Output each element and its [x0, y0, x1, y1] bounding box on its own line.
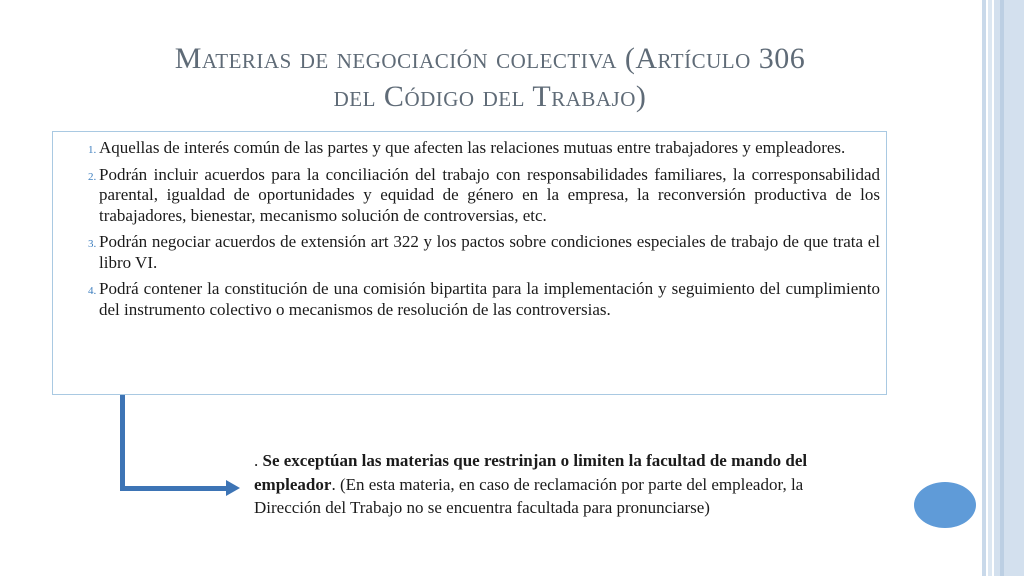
connector-arrow-line [120, 395, 125, 490]
list-item: 2. Podrán incluir acuerdos para la conciliación del trabajo con responsabilidades familiares, la corresponsabilidad parental, igualdad de oportunidades y equidad de género en la empresa, la reconversión productiva de los trabajadores, bienestar, mecanismo solución de controversias, etc. [99, 165, 880, 227]
exception-note [254, 449, 834, 520]
decorative-stripe [988, 0, 992, 576]
content-box [52, 131, 887, 395]
slide-title-line2: del Código del Trabajo) [333, 80, 647, 113]
list-item: 4. Podrá contener la constitución de una comisión bipartita para la implementación y seguimiento del cumplimiento del instrumento colectivo o mecanismos de resolución de las controversias. [99, 279, 880, 320]
decorative-circle [914, 482, 976, 528]
decorative-stripe [1000, 0, 1004, 576]
decorative-stripe [994, 0, 1024, 576]
connector-arrow-line [120, 486, 230, 491]
note-bold-text: Se exceptúan las materias que restrinjan o limiten la facultad de mando del empleador [254, 451, 808, 494]
list-item: 3. Podrán negociar acuerdos de extensión art 322 y los pactos sobre condiciones especiales de trabajo de que trata el libro VI. [99, 232, 880, 273]
note-prefix: . [254, 451, 263, 470]
list-item: 1. Aquellas de interés común de las partes y que afecten las relaciones mutuas entre trabajadores y empleadores. [99, 138, 880, 159]
slide-title [30, 40, 950, 116]
arrowhead-icon [226, 480, 240, 496]
note-text: . (En esta materia, en caso de reclamación por parte del empleador, la Dirección del Trabajo no se encuentra facultada para pronunciarse) [254, 474, 804, 517]
numbered-list [53, 132, 886, 320]
slide-title-line1: Materias de negociación colectiva (Artículo 306 [174, 42, 806, 75]
decorative-stripe [982, 0, 986, 576]
